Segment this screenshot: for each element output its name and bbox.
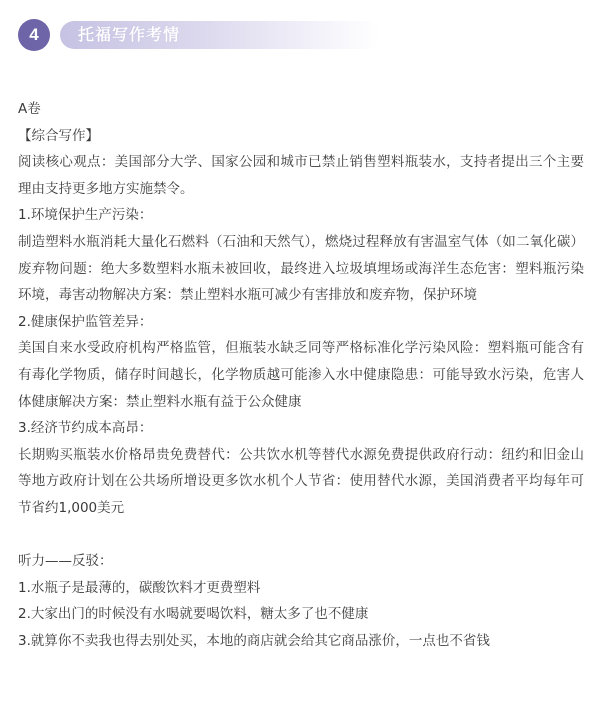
article-content xyxy=(18,96,584,654)
point3-title: 3.经济节约成本高昂： xyxy=(18,420,153,437)
listening-point-3: 3.就算你不卖我也得去别处买，本地的商店就会给其它商品涨价，一点也不省钱 xyxy=(18,632,490,649)
paper-label: A卷 xyxy=(18,101,41,117)
point1-body: 制造塑料水瓶消耗大量化石燃料（石油和天然气），燃烧过程释放有害温室气体（如二氧化碳）废弃物问题：绝大多数塑料水瓶未被回收，最终进入垃圾填埋场或海洋生态危害：塑料瓶污染环境，毒害动物解决方案：禁止塑料水瓶可减少有害排放和废弃物，保护环境 xyxy=(18,233,584,304)
listening-point-2: 2.大家出门的时候没有水喝就要喝饮料，糖太多了也不健康 xyxy=(18,606,369,623)
point3-body: 长期购买瓶装水价格昂贵免费替代：公共饮水机等替代水源免费提供政府行动：纽约和旧金山等地方政府计划在公共场所增设更多饮水机个人节省：使用替代水源，美国消费者平均每年可节省约1,000美元 xyxy=(18,446,584,516)
section-header xyxy=(18,18,582,52)
point2-body: 美国自来水受政府机构严格监管，但瓶装水缺乏同等严格标准化学污染风险：塑料瓶可能含有有毒化学物质，储存时间越长，化学物质越可能渗入水中健康隐患：可能导致水污染，危害人体健康解决方案：禁止塑料水瓶有益于公众健康 xyxy=(18,340,584,410)
section-title: 托福写作考情 xyxy=(78,25,181,44)
point1-title: 1.环境保护生产污染： xyxy=(18,207,153,224)
section-label: 【综合写作】 xyxy=(18,127,99,144)
listening-title: 听力——反驳： xyxy=(18,553,113,570)
reading-intro: 阅读核心观点：美国部分大学、国家公园和城市已禁止销售塑料瓶装水，支持者提出三个主要理由支持更多地方实施禁令。 xyxy=(18,154,584,197)
section-number-badge: 4 xyxy=(18,19,50,51)
paragraph-gap xyxy=(18,522,584,549)
section-title-bar xyxy=(60,21,380,49)
point2-title: 2.健康保护监管差异： xyxy=(18,313,153,330)
listening-point-1: 1.水瓶子是最薄的，碳酸饮料才更费塑料 xyxy=(18,579,261,596)
